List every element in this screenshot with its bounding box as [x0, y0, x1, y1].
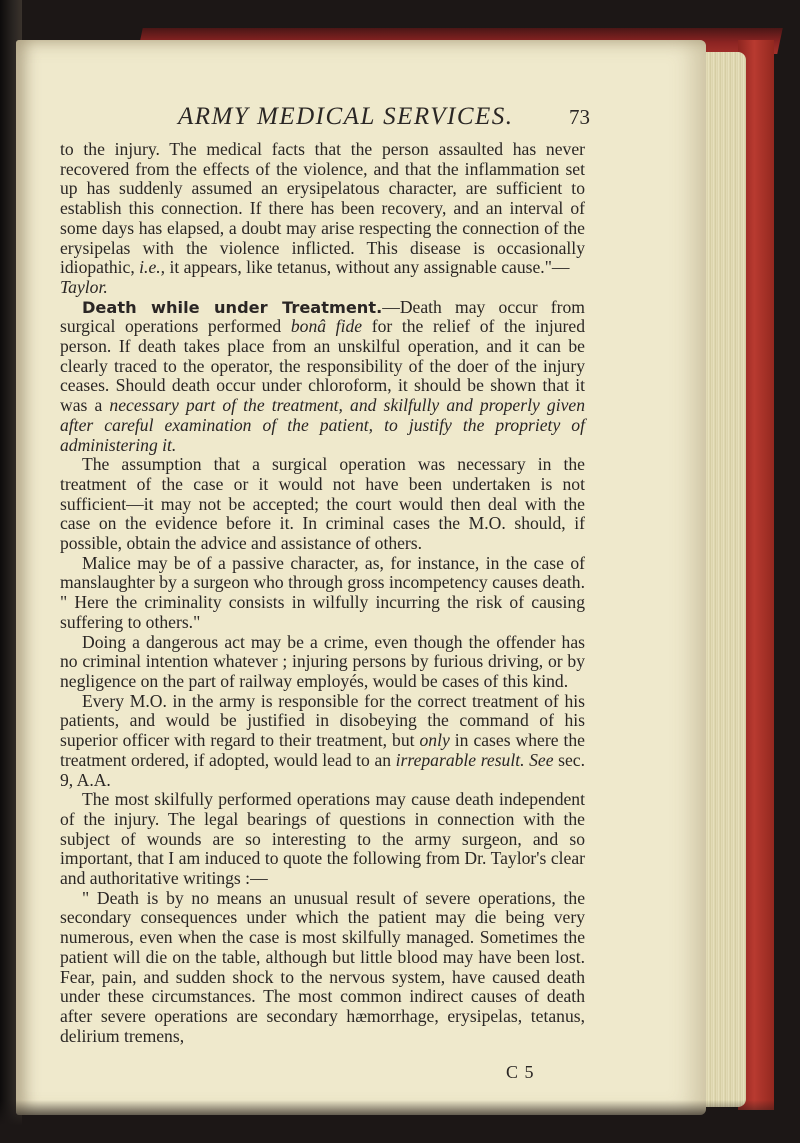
paragraph: " Death is by no means an unusual result of severe operations, the secondary consequences under which the patient may die being very numerous, even when the case is most skilfully managed. Sometimes the patient will die on the table, although but little blood may have been lost. Fear, pain, and sudden shock to the nervous system, have caused death under these circumstances. The most common indirect causes of death after severe operations are secondary hæmorrhage, erysipelas, tetanus, delirium tremens,: [60, 887, 585, 1046]
paragraph: to the injury. The medical facts that the person assaulted has never recovered from the effects of the violence, and that the inflammation set up has suddenly assumed an erysipelatous character, are sufficient to establish this connection. If there has been recovery, and an interval of some days has elapsed, a doubt may arise respecting the connection of the erysipelas with the violence inflicted. This disease is occasionally idiopathic, i.e., it appears, like tetanus, without any assignable cause."— Taylor.: [60, 139, 585, 297]
running-title: ARMY MEDICAL SERVICES.: [178, 103, 514, 130]
bottom-shadow: [0, 1100, 800, 1143]
page-header: [50, 100, 590, 136]
section-heading: Death while under Treatment.: [82, 297, 383, 317]
paragraph: Doing a dangerous act may be a crime, even though the offender has no criminal intention whatever ; injuring persons by furious driving, or by negligence on the part of railway employés, would be cases of this kind.: [60, 631, 585, 691]
signature-mark: C 5: [506, 1062, 535, 1082]
body-text: [60, 140, 585, 1060]
paragraph: The assumption that a surgical operation was necessary in the treatment of the case or it would not have been undertaken is not sufficient—it may not be accepted; the court would then deal with the case on the evidence before it. In criminal cases the M.O. should, if possible, obtain the advice and assistance of others.: [60, 454, 585, 554]
attribution: Taylor.: [60, 276, 108, 297]
paragraph: The most skilfully performed operations may cause death independent of the injury. The legal bearings of questions in connection with the subject of wounds are so interesting to the army surgeon, and so important, that I am induced to quote the following from Dr. Taylor's clear and authoritative writings :—: [60, 789, 585, 889]
paragraph: Malice may be of a passive character, as, for instance, in the case of manslaughter by a surgeon who through gross incompetency causes death. " Here the criminality consists in wilfully incurring the risk of causing suffering to others.": [60, 552, 585, 632]
paragraph: Death while under Treatment.—Death may occur from surgical operations performed bonâ fide for the relief of the injured person. If death takes place from an unskilful operation, and it can be clearly traced to the operator, the responsibility of the doer of the injury ceases. Should death occur under chloroform, it should be shown that it was a necessary part of the treatment, and skilfully and properly given after careful examination of the patient, to justify the propriety of administering it.: [60, 296, 586, 455]
page-number: 73: [569, 105, 590, 129]
paragraph: Every M.O. in the army is responsible for the correct treatment of his patients, and would be justified in disobeying the command of his superior officer with regard to their treatment, but only in cases where the treatment ordered, if adopted, would lead to an irreparable result. See sec. 9, A.A.: [60, 690, 585, 790]
